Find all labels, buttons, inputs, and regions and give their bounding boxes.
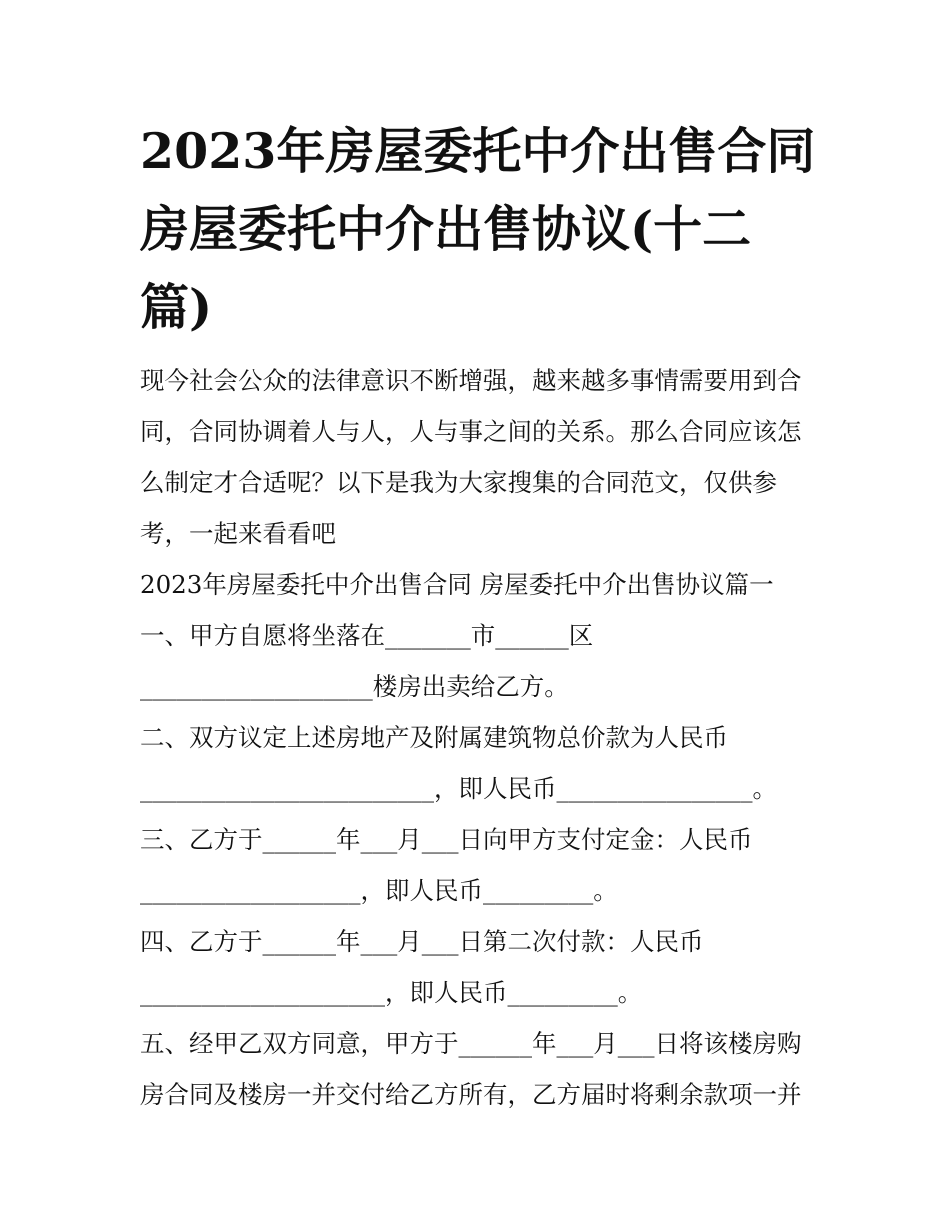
clause-line: 一、甲方自愿将坐落在_______市______区: [140, 621, 594, 650]
document-body: [140, 355, 820, 1120]
clause-line: __________________，即人民币_________。: [140, 876, 618, 905]
title-line: 篇): [140, 278, 213, 336]
document-title: [140, 112, 815, 346]
clause-line: 五、经甲乙双方同意，甲方于______年___月___日将该楼房购: [140, 1029, 802, 1058]
clause-line: 二、双方议定上述房地产及附属建筑物总价款为人民币: [140, 723, 728, 752]
intro-line: 现今社会公众的法律意识不断增强，越来越多事情需要用到合: [140, 366, 802, 395]
section-heading: 2023年房屋委托中介出售合同 房屋委托中介出售协议篇一: [140, 570, 774, 599]
title-line: 2023年房屋委托中介出售合同: [140, 122, 816, 180]
intro-line: 同，合同协调着人与人，人与事之间的关系。那么合同应该怎: [140, 417, 802, 446]
clause-line: ____________________，即人民币_________。: [140, 978, 643, 1007]
clause-line: ___________________楼房出卖给乙方。: [140, 672, 569, 701]
intro-line: 么制定才合适呢？以下是我为大家搜集的合同范文，仅供参: [140, 468, 777, 497]
clause-line: 三、乙方于______年___月___日向甲方支付定金：人民币: [140, 825, 753, 854]
clause-line: ________________________，即人民币________________。: [140, 774, 777, 803]
clause-line: 房合同及楼房一并交付给乙方所有，乙方届时将剩余款项一并: [140, 1080, 802, 1109]
title-line: 房屋委托中介出售协议(十二: [140, 200, 752, 258]
intro-line: 考，一起来看看吧: [140, 519, 336, 548]
clause-line: 四、乙方于______年___月___日第二次付款：人民币: [140, 927, 704, 956]
